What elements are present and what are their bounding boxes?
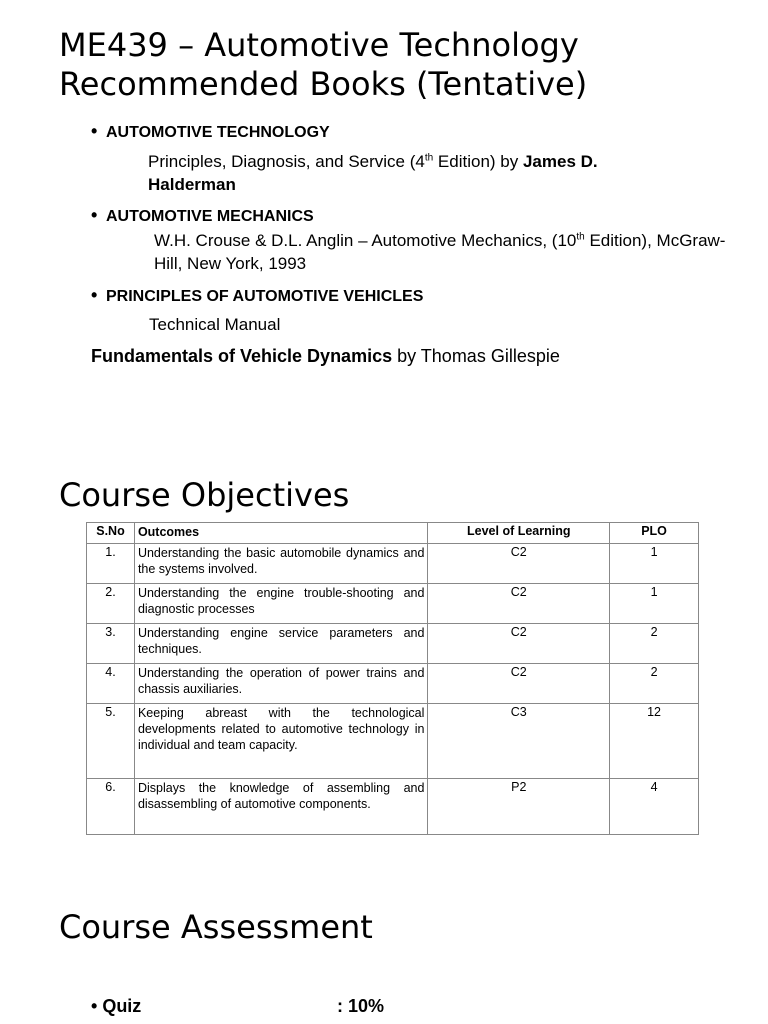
col-header-outcomes: Outcomes: [134, 523, 427, 544]
extra-book-title: Fundamentals of Vehicle Dynamics: [91, 346, 393, 366]
cell-sno: 1.: [87, 544, 135, 584]
page-title: [59, 26, 587, 104]
cell-sno: 3.: [87, 624, 135, 664]
assessment-item-quiz: [91, 996, 385, 1017]
cell-level: C2: [428, 544, 610, 584]
bullet-icon: •: [91, 121, 98, 141]
cell-plo: 1: [610, 544, 699, 584]
course-assessment-heading: Course Assessment: [59, 908, 373, 946]
cell-plo: 4: [610, 779, 699, 835]
cell-outcome: Understanding engine service parameters and techniques.: [134, 624, 427, 664]
course-objectives-heading: Course Objectives: [59, 476, 350, 514]
assessment-value: : 10%: [337, 996, 385, 1016]
col-header-plo: PLO: [610, 523, 699, 544]
bullet-icon: •: [91, 285, 98, 305]
book-description-1: Principles, Diagnosis, and Service (4th Edition) by James D. Halderman: [148, 152, 598, 194]
cell-plo: 2: [610, 624, 699, 664]
objectives-table: [86, 522, 699, 835]
cell-plo: 12: [610, 704, 699, 779]
book-description-3: Technical Manual: [149, 315, 281, 334]
cell-outcome: Understanding the engine trouble-shooting and diagnostic processes: [134, 584, 427, 624]
cell-level: C2: [428, 624, 610, 664]
book-author: James D. Halderman: [148, 152, 598, 194]
table-row: [87, 664, 699, 704]
bullet-icon: •: [91, 205, 98, 225]
cell-outcome: Understanding the basic automobile dynamics and the systems involved.: [134, 544, 427, 584]
cell-level: C3: [428, 704, 610, 779]
table-row: [87, 544, 699, 584]
table-row: [87, 704, 699, 779]
bullet-icon: •: [91, 996, 103, 1016]
table-row: [87, 584, 699, 624]
cell-sno: 4.: [87, 664, 135, 704]
cell-sno: 6.: [87, 779, 135, 835]
book-description-2: W.H. Crouse & D.L. Anglin – Automotive Mechanics, (10th Edition), McGraw-Hill, New York, 1993: [154, 231, 726, 273]
cell-outcome: Understanding the operation of power trains and chassis auxiliaries.: [134, 664, 427, 704]
cell-outcome: Displays the knowledge of assembling and disassembling of automotive components.: [134, 779, 427, 835]
table-row: [87, 624, 699, 664]
book-heading-automotive-mechanics: • AUTOMOTIVE MECHANICS: [91, 205, 314, 225]
assessment-label: Quiz: [102, 996, 142, 1016]
cell-sno: 2.: [87, 584, 135, 624]
col-header-level: Level of Learning: [428, 523, 610, 544]
cell-level: C2: [428, 584, 610, 624]
extra-book: [91, 345, 560, 368]
cell-plo: 2: [610, 664, 699, 704]
book-heading-principles-automotive-vehicles: • PRINCIPLES OF AUTOMOTIVE VEHICLES: [91, 285, 424, 305]
cell-plo: 1: [610, 584, 699, 624]
cell-sno: 5.: [87, 704, 135, 779]
col-header-sno: S.No: [87, 523, 135, 544]
cell-outcome: Keeping abreast with the technological developments related to automotive technology in individual and team capacity.: [134, 704, 427, 779]
cell-level: P2: [428, 779, 610, 835]
table-row: [87, 779, 699, 835]
title-line-1: ME439 – Automotive Technology: [59, 26, 579, 64]
book-heading-automotive-technology: • AUTOMOTIVE TECHNOLOGY: [91, 121, 330, 141]
cell-level: C2: [428, 664, 610, 704]
table-header-row: [87, 523, 699, 544]
title-line-2: Recommended Books (Tentative): [59, 65, 588, 103]
extra-book-author: by Thomas Gillespie: [392, 346, 560, 366]
